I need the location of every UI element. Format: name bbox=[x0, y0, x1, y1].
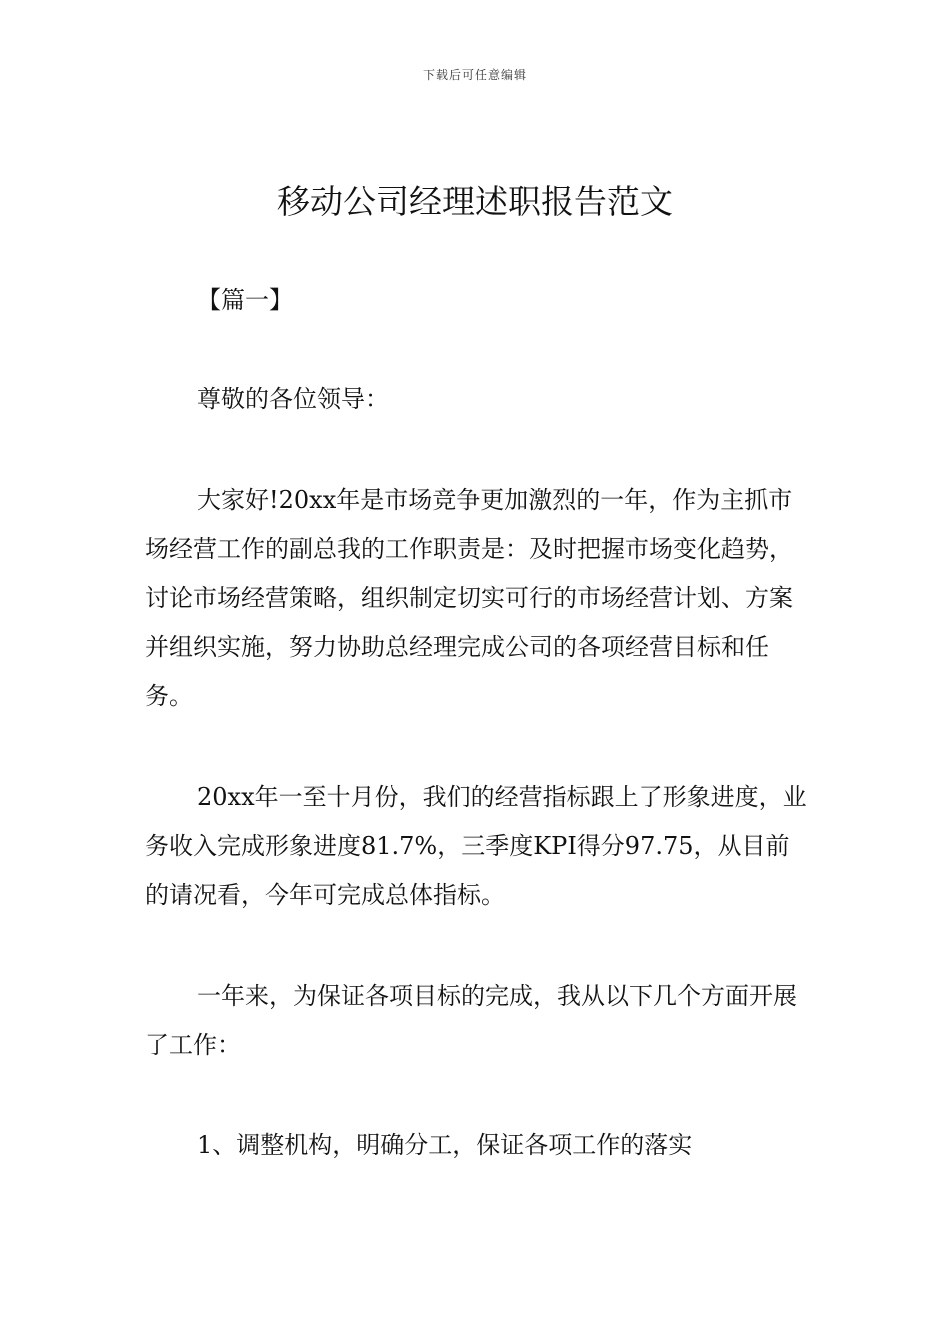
list-item-1: 1、调整机构，明确分工，保证各项工作的落实 bbox=[197, 1131, 693, 1159]
paragraph-1: 大家好!20xx年是市场竞争更加激烈的一年，作为主抓市场经营工作的副总我的工作职责是：及时把握市场变化趋势，讨论市场经营策略，组织制定切实可行的市场经营计划、方案并组织实施，努力协助总经理完成公司的各项经营目标和任务。 bbox=[145, 486, 793, 710]
header-note: 下载后可任意编辑 bbox=[422, 68, 527, 82]
paragraph-2: 20xx年一至十月份，我们的经营指标跟上了形象进度，业务收入完成形象进度81.7%，三季度KPI得分97.75，从目前的请况看，今年可完成总体指标。 bbox=[145, 783, 807, 909]
paragraph-3: 一年来，为保证各项目标的完成，我从以下几个方面开展了工作： bbox=[145, 982, 797, 1059]
section-label: 【篇一】 bbox=[197, 286, 293, 314]
document-title: 移动公司经理述职报告范文 bbox=[277, 182, 673, 221]
salutation: 尊敬的各位领导： bbox=[197, 385, 389, 413]
